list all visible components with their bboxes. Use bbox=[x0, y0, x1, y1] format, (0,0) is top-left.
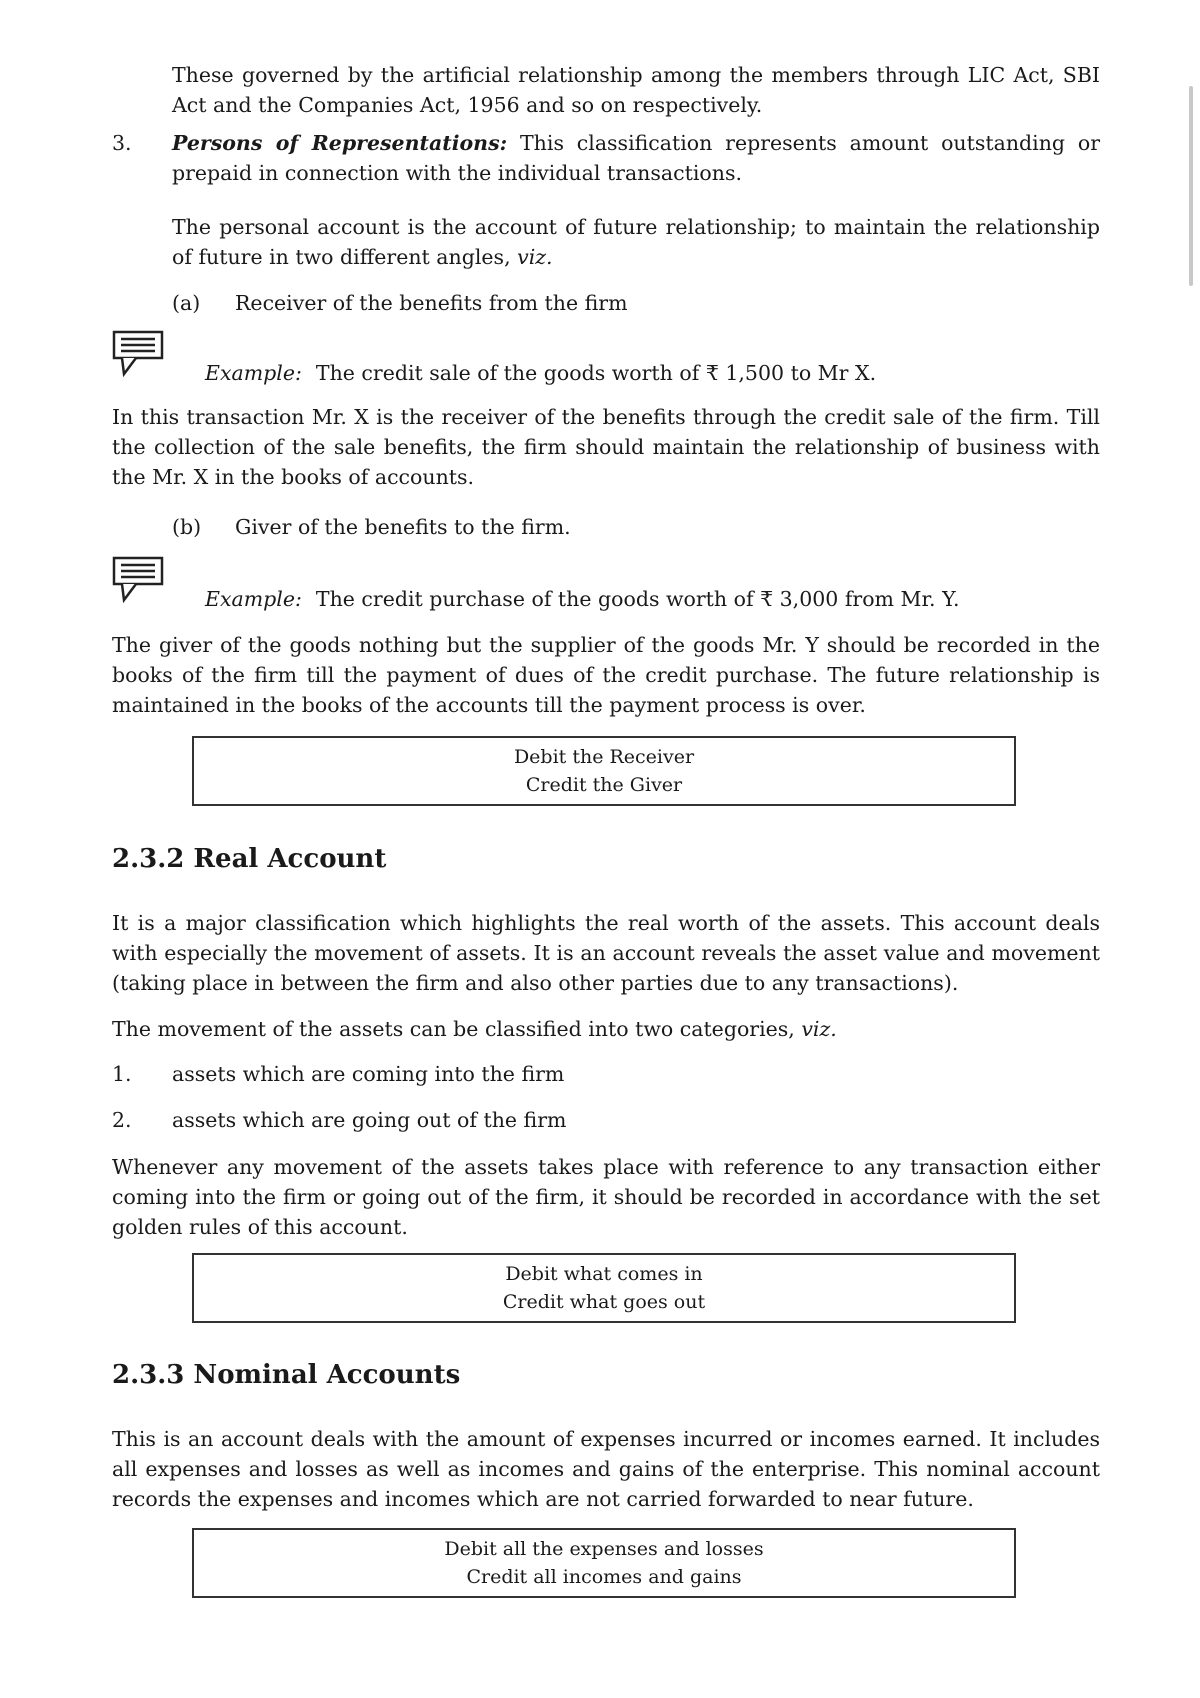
rule-box-nominal bbox=[192, 1528, 1016, 1598]
rule-box-nominal-line2: Credit all incomes and gains bbox=[466, 1566, 742, 1588]
list-item-2-number: 2. bbox=[112, 1108, 132, 1132]
example-a-text: The credit sale of the goods worth of ₹ 1,500 to Mr X. bbox=[315, 361, 877, 385]
scrollbar[interactable] bbox=[1189, 86, 1193, 286]
sub-item-b-label: (b) bbox=[172, 515, 202, 539]
intro-paragraph: These governed by the artificial relationship among the members through LIC Act, SBI Act and the Companies Act, 1956 and so on respectively. bbox=[172, 63, 1100, 117]
section-heading-nominal-accounts: 2.3.3 Nominal Accounts bbox=[112, 1360, 461, 1390]
real-account-paragraph-2-text: The movement of the assets can be classified into two categories, bbox=[112, 1017, 802, 1041]
example-a bbox=[205, 358, 876, 388]
rule-box-nominal-line1: Debit all the expenses and losses bbox=[444, 1538, 764, 1560]
sub-item-a-text: Receiver of the benefits from the firm bbox=[235, 291, 628, 315]
rule-box-real-line1: Debit what comes in bbox=[505, 1263, 703, 1285]
list-item-1-number: 1. bbox=[112, 1062, 132, 1086]
real-account-paragraph-2 bbox=[112, 1014, 1100, 1044]
item-3-number: 3. bbox=[112, 131, 132, 155]
sub-item-a-label: (a) bbox=[172, 291, 201, 315]
example-a-label: Example: bbox=[205, 361, 302, 385]
example-b-label: Example: bbox=[205, 587, 302, 611]
item-3-title: Persons of Representations: bbox=[172, 131, 508, 155]
item-3-paragraph bbox=[172, 128, 1100, 188]
note-icon bbox=[112, 556, 164, 604]
list-item-1-text: assets which are coming into the firm bbox=[172, 1062, 565, 1086]
item-3-text: This classification represents amount outstanding or prepaid in connection with the individual transactions. bbox=[172, 131, 1100, 185]
personal-account-paragraph bbox=[172, 212, 1100, 272]
rule-box-personal bbox=[192, 736, 1016, 806]
real-account-paragraph-3: Whenever any movement of the assets takes place with reference to any transaction either coming into the firm or going out of the firm, it should be recorded in accordance with the set golden rules of this account. bbox=[112, 1155, 1100, 1239]
note-icon bbox=[112, 330, 164, 378]
example-b bbox=[205, 584, 960, 614]
personal-account-text: The personal account is the account of future relationship; to maintain the relationship of future in two different angles, bbox=[172, 215, 1100, 269]
section-heading-real-account: 2.3.2 Real Account bbox=[112, 844, 387, 874]
real-account-viz: viz. bbox=[801, 1017, 837, 1041]
nominal-account-paragraph: This is an account deals with the amount of expenses incurred or incomes earned. It includes all expenses and losses as well as incomes and gains of the enterprise. This nominal account records the expenses and incomes which are not carried forwarded to near future. bbox=[112, 1427, 1100, 1511]
real-account-paragraph-1: It is a major classification which highlights the real worth of the assets. This account deals with especially the movement of assets. It is an account reveals the asset value and movement (taking place in between the firm and also other parties due to any transactions). bbox=[112, 911, 1100, 995]
list-item-2-text: assets which are going out of the firm bbox=[172, 1108, 567, 1132]
rule-box-personal-line2: Credit the Giver bbox=[525, 774, 683, 796]
receiver-explanation-paragraph: In this transaction Mr. X is the receiver of the benefits through the credit sale of the firm. Till the collection of the sale benefits, the firm should maintain the relationship of business with the Mr. X in the books of accounts. bbox=[112, 405, 1100, 489]
personal-viz: viz. bbox=[517, 245, 553, 269]
rule-box-personal-line1: Debit the Receiver bbox=[513, 746, 695, 768]
giver-explanation-paragraph: The giver of the goods nothing but the supplier of the goods Mr. Y should be recorded in the books of the firm till the payment of dues of the credit purchase. The future relationship is maintained in the books of the accounts till the payment process is over. bbox=[112, 633, 1100, 717]
sub-item-b-text: Giver of the benefits to the firm. bbox=[235, 515, 571, 539]
rule-box-real bbox=[192, 1253, 1016, 1323]
rule-box-real-line2: Credit what goes out bbox=[502, 1291, 706, 1313]
example-b-text: The credit purchase of the goods worth of ₹ 3,000 from Mr. Y. bbox=[315, 587, 960, 611]
